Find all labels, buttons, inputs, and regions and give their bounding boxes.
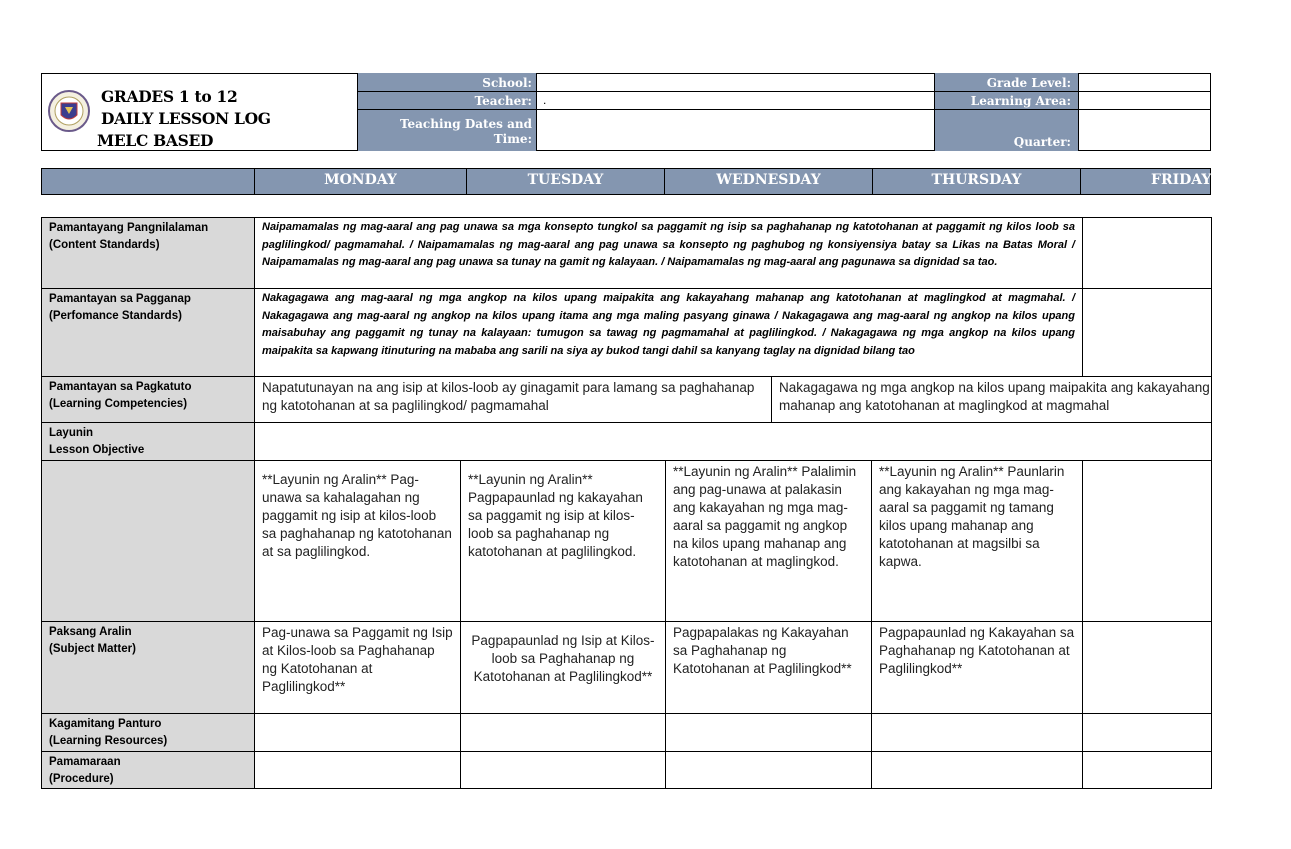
day-monday: MONDAY [324, 172, 397, 188]
lesson-objective-cell [254, 422, 1212, 461]
day-friday: FRIDAY [1151, 172, 1212, 188]
friday-cell [1082, 460, 1212, 622]
deped-seal-icon [47, 83, 91, 139]
procedure-label [41, 751, 255, 789]
quarter-label: Quarter: [1013, 135, 1071, 149]
learning-competencies-label [41, 376, 255, 423]
label-line: (Content Standards) [49, 239, 160, 251]
label-line: Pamamaraan [49, 756, 121, 768]
procedure-tuesday[interactable] [460, 751, 666, 789]
objective-wednesday: **Layunin ng Aralin** Palalimin ang pag-unawa at palakasin ang kakayahan ng mga mag-aaral sa paggamit ng angkop na kilos upang mahanap ang katotohanan at maglingkod. [665, 460, 872, 622]
friday-cell [1082, 217, 1212, 289]
friday-cell [1082, 288, 1212, 377]
teaching-dates-label: Teaching Dates and Time: [399, 117, 532, 146]
objectives-label-cell [41, 460, 255, 622]
learning-competency-1: Napatutunayan na ang isip at kilos-loob ay ginagamit para lamang sa paghahanap ng katotohanan at sa paglilingkod/ pagmamahal [254, 376, 772, 423]
label-line: (Subject Matter) [49, 643, 136, 655]
performance-standards-text: Nakagagawa ang mag-aaral ng mga angkop na kilos upang maipakita ang kakayahang mahanap ang katotohanan at maglingkod at magmahal. / Nakagagawa ang mag-aaral ng angkop na kilos upang itama ang mga maling pasyang ginawa / Nakagagawa ang mag-aaral ng angkop na kilos upang maisabuhay ang paggamit ng tunay na kalayaan: tumugon sa tawag ng pagmamahal at paglilingkod. / Nakagagawa ng mga angkop na kilos upang maipakita sa kapwang itinuturing na mababa ang sarili na siya ay bukod tangi dahil sa kanyang taglay na dignidad bilang tao [254, 288, 1083, 377]
content-standards-text: Naipamamalas ng mag-aaral ang pag unawa sa mga konsepto tungkol sa paggamit ng isip sa paghahanap ng katotohanan at paggamit ng kilos loob sa paglilingkod/ pagmamahal. / Naipamamalas ng mag-aaral ang pag unawa sa konsepto ng paghubog ng konsiyensiya batay sa Likas na Batas Moral / Naipamamalas ng mag-aaral ang pag unawa sa tunay na gamit ng kalayaan. / Naipamamalas ng mag-aaral ang pagunawa sa dignidad sa tao. [254, 217, 1083, 289]
competency-text: Nakagagawa ng mga angkop na kilos upang maipakita ang kakayahang mahanap ang katotohanan at maglingkod at magmahal [779, 380, 1210, 413]
objective-monday: **Layunin ng Aralin** Pag-unawa sa kahalagahan ng paggamit ng isip at kilos-loob sa paghahanap ng katotohanan at sa paglilingkod. [254, 460, 461, 622]
teacher-value[interactable]: . [543, 93, 547, 107]
label-line: (Procedure) [49, 773, 114, 785]
objective-thursday: **Layunin ng Aralin** Paunlarin ang kakayahan ng mga mag-aaral sa paggamit ng tamang kilos upang mahanap ang katotohanan at magsilbi sa kapwa. [871, 460, 1083, 622]
procedure-friday[interactable] [1082, 751, 1212, 789]
content-standards-label [41, 217, 255, 289]
label-line: (Learning Competencies) [49, 398, 188, 410]
objective-tuesday: **Layunin ng Aralin** Pagpapaunlad ng kakayahan sa paggamit ng isip at kilos-loob sa paghahanap ng katotohanan at paglilingkod. [460, 460, 666, 622]
day-wednesday: WEDNESDAY [716, 172, 821, 188]
title-line-2: DAILY LESSON LOG [101, 109, 271, 128]
header-divider [357, 109, 1211, 110]
header-divider [357, 91, 1211, 92]
procedure-monday[interactable] [254, 751, 461, 789]
subject-matter-monday: Pag-unawa sa Paggamit ng Isip at Kilos-loob sa Paghahanap ng Katotohanan at Paglilingkod** [254, 621, 461, 714]
label-line: Pamantayang Pangnilalaman [49, 222, 209, 234]
subject-matter-wednesday: Pagpapalakas ng Kakayahan sa Paghahanap ng Katotohanan at Paglilingkod** [665, 621, 872, 714]
label-line: Paksang Aralin [49, 626, 132, 638]
friday-cell [1082, 621, 1212, 714]
log-title [97, 86, 357, 152]
label-line: (Perfomance Standards) [49, 310, 182, 322]
learning-resources-label [41, 713, 255, 752]
label-line: Lesson Objective [49, 444, 145, 456]
resources-wednesday[interactable] [665, 713, 872, 752]
subject-matter-tuesday: Pagpapaunlad ng Isip at Kilos-loob sa Paghahanap ng Katotohanan at Paglilingkod** [460, 621, 666, 714]
school-label: School: [482, 76, 532, 90]
day-tuesday: TUESDAY [527, 172, 604, 188]
label-line: (Learning Resources) [49, 735, 168, 747]
procedure-thursday[interactable] [871, 751, 1083, 789]
title-line-1: GRADES 1 to 12 [101, 87, 238, 106]
resources-thursday[interactable] [871, 713, 1083, 752]
resources-tuesday[interactable] [460, 713, 666, 752]
subject-matter-thursday: Pagpapaunlad ng Kakayahan sa Paghahanap ng Katotohanan at Paglilingkod** [871, 621, 1083, 714]
label-line: Pamantayan sa Pagkatuto [49, 381, 192, 393]
label-line: Layunin [49, 427, 94, 439]
learning-area-label: Learning Area: [970, 94, 1071, 108]
day-thursday: THURSDAY [931, 172, 1022, 188]
lesson-objective-label [41, 422, 255, 461]
resources-friday[interactable] [1082, 713, 1212, 752]
grade-level-label: Grade Level: [986, 76, 1071, 90]
teacher-label: Teacher: [474, 94, 532, 108]
procedure-wednesday[interactable] [665, 751, 872, 789]
label-line: Pamantayan sa Pagganap [49, 293, 191, 305]
learning-competency-2 [771, 376, 1212, 423]
label-line: Kagamitang Panturo [49, 718, 162, 730]
performance-standards-label [41, 288, 255, 377]
title-line-3: MELC BASED [97, 131, 214, 150]
resources-monday[interactable] [254, 713, 461, 752]
subject-matter-label [41, 621, 255, 714]
